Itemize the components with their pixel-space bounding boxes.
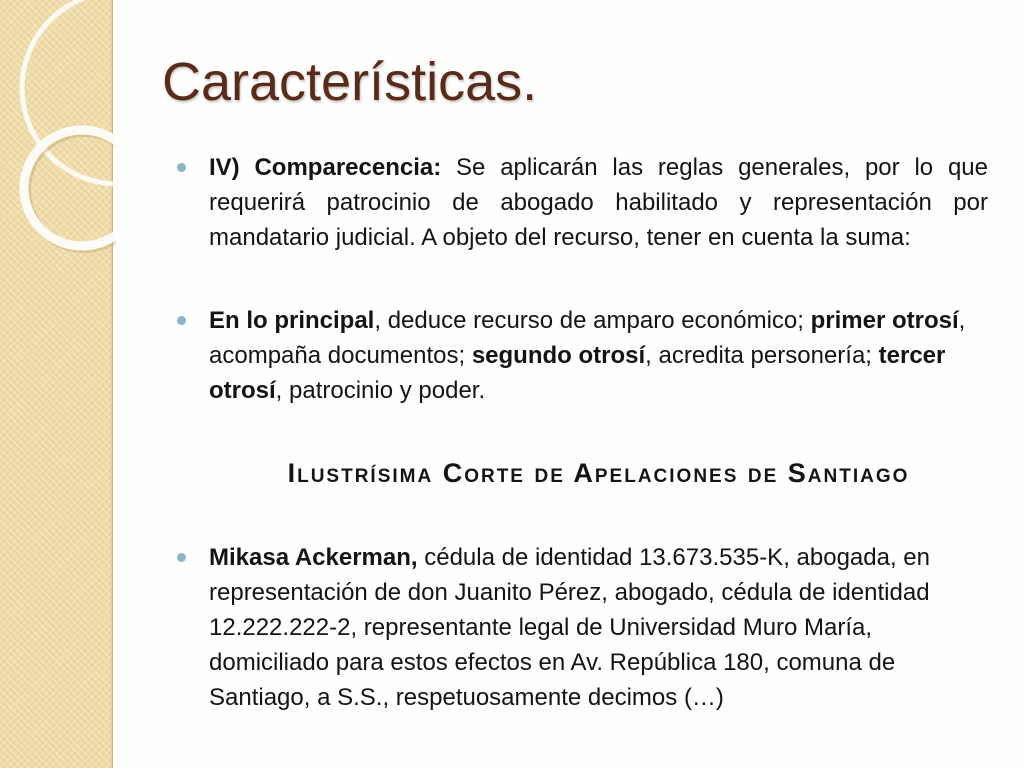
bullet-icon bbox=[177, 316, 186, 325]
decor-rings-graphic bbox=[0, 0, 116, 300]
item-text: Se aplicarán las reglas generales, por lo que requerirá patrocinio de abogado habilitado y representación por mandatario judicial. A objeto del recurso, tener en cuenta la suma: bbox=[209, 154, 988, 251]
item-text: , acredita personería; bbox=[645, 342, 879, 369]
bullet-item-comparecencia bbox=[209, 150, 988, 255]
bullet-icon bbox=[177, 553, 186, 562]
item-bold-label: segundo otrosí bbox=[471, 342, 646, 369]
decor-rings bbox=[0, 0, 116, 300]
slide-title: Características. bbox=[162, 52, 538, 112]
item-bold-label: En lo principal bbox=[209, 307, 375, 334]
item-bold-label: tercer otrosí bbox=[209, 342, 946, 404]
item-text: , acompaña documentos; bbox=[209, 307, 966, 369]
item-text: , patrocinio y poder. bbox=[275, 377, 486, 404]
item-bold-label: IV) Comparecencia: bbox=[209, 154, 442, 181]
court-heading: Ilustrísima Corte de Apelaciones de Santiago bbox=[287, 458, 910, 488]
item-text: cédula de identidad 13.673.535-K, abogada, en representación de don Juanito Pérez, abogado, cédula de identidad 12.222.222-2, representante legal de Universidad Muro María, domiciliado para estos efectos en Av. República 180, comuna de Santiago, a S.S., respetuosamente decimos (…) bbox=[209, 544, 930, 711]
decor-ring-small bbox=[24, 130, 116, 246]
bullet-item-comparecientes bbox=[209, 540, 988, 715]
bullet-icon bbox=[177, 163, 186, 172]
bullet-item-escrito-partes bbox=[209, 303, 988, 408]
item-bold-label: Mikasa Ackerman, bbox=[209, 544, 418, 571]
item-bold-label: primer otrosí bbox=[810, 307, 959, 334]
item-text: , deduce recurso de amparo económico; bbox=[374, 307, 811, 334]
